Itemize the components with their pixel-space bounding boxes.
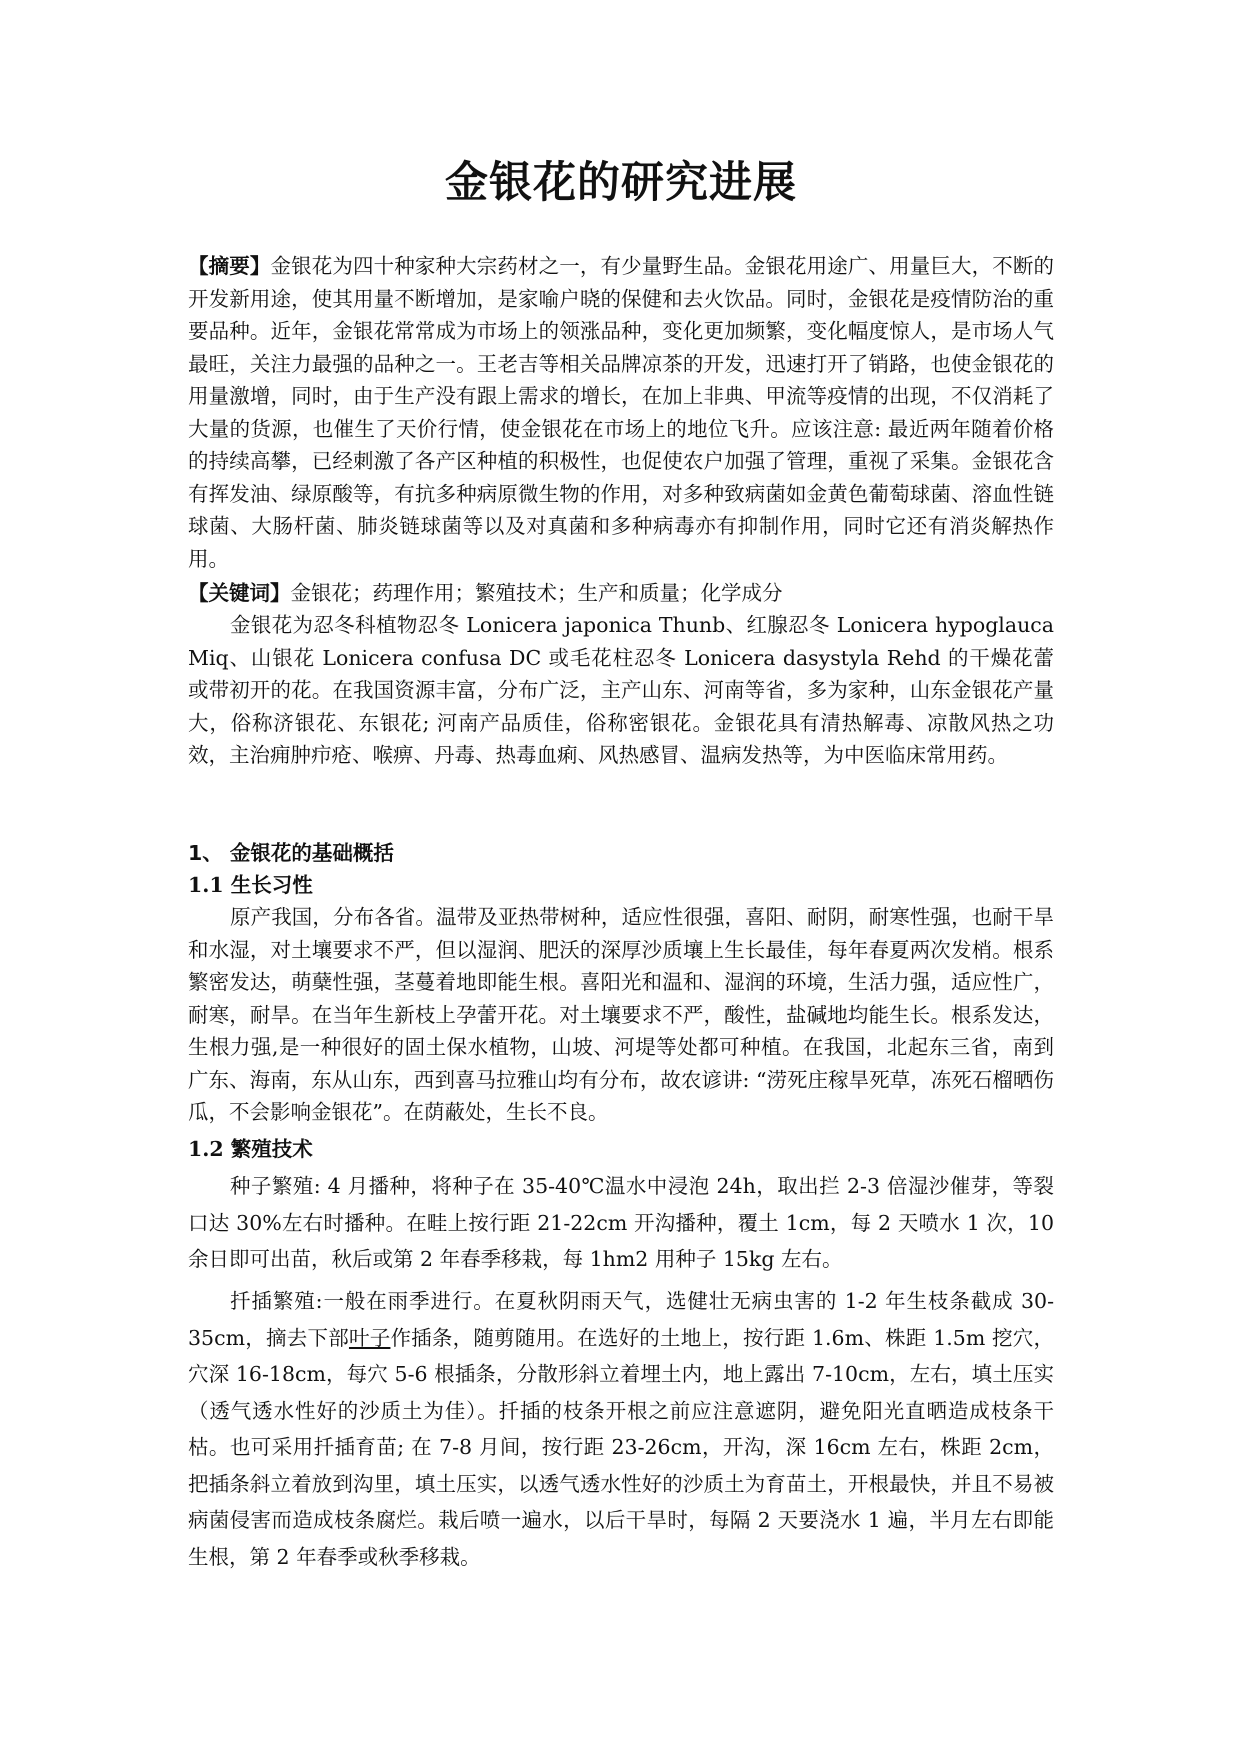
growth-habit-paragraph: 原产我国，分布各省。温带及亚热带树种，适应性很强，喜阳、耐阴，耐寒性强，也耐干旱和水湿，对土壤要求不严，但以湿润、肥沃的深厚沙质壤上生长最佳，每年春夏两次发梢。根系繁密发达，萌蘖性强，茎蔓着地即能生根。喜阳光和温和、湿润的环境，生活力强，适应性广，耐寒，耐旱。在当年生新枝上孕蕾开花。对土壤要求不严，酸性，盐碱地均能生长。根系发达，生根力强,是一种很好的固土保水植物，山坡、河堤等处都可种植。在我国，北起东三省，南到广东、海南，东从山东，西到喜马拉雅山均有分布，故农谚讲: “涝死庄稼旱死草，冻死石榴晒伤瓜，不会影响金银花”。在荫蔽处，生长不良。 <box>188 905 1054 1124</box>
abstract-paragraph <box>188 250 1054 575</box>
cutting-text-part-b: 作插条，随剪随用。在选好的土地上，按行距 1.6m、株距 1.5m 挖穴，穴深 16-18cm，每穴 5-6 根插条，分散形斜立着埋土内，地上露出 7-10cm，左右，填土压实（透气透水性好的沙质土为佳）。扦插的枝条开根之前应注意遮阴，避免阳光直晒造成枝条干枯。也可采用扦插育苗; 在 7-8 月间，按行距 23-26cm，开沟，深 16cm 左右，株距 2cm，把插条斜立着放到沟里，填土压实，以透气透水性好的沙质土为育苗土，开根最快，并且不易被病菌侵害而造成枝条腐烂。栽后喷一遍水，以后干旱时，每隔 2 天要浇水 1 遍，半月左右即能生根，第 2 年春季或秋季移栽。 <box>188 1325 1054 1569</box>
abstract-text: 金银花为四十种家种大宗药材之一，有少量野生品。金银花用途广、用量巨大，不断的开发新用途，使其用量不断增加，是家喻户晓的保健和去火饮品。同时，金银花是疫情防治的重要品种。近年，金银花常常成为市场上的领涨品种，变化更加频繁，变化幅度惊人，是市场人气最旺，关注力最强的品种之一。王老吉等相关品牌凉茶的开发，迅速打开了销路，也使金银花的用量激增，同时，由于生产没有跟上需求的增长，在加上非典、甲流等疫情的出现，不仅消耗了大量的货源，也催生了天价行情，使金银花在市场上的地位飞升。应该注意: 最近两年随着价格的持续高攀，已经刺激了各产区种植的积极性，也促使农户加强了管理，重视了采集。金银花含有挥发油、绿原酸等，有抗多种病原微生物的作用，对多种致病菌如金黄色葡萄球菌、溶血性链球菌、大肠杆菌、肺炎链球菌等以及对真菌和多种病毒亦有抑制作用，同时它还有消炎解热作用。 <box>188 254 1055 571</box>
subsection-heading-1-2: 1.2 繁殖技术 <box>188 1137 313 1161</box>
seed-propagation-paragraph: 种子繁殖: 4 月播种，将种子在 35-40℃温水中浸泡 24h，取出拦 2-3 倍湿沙催芽，等裂口达 30%左右时播种。在畦上按行距 21-22cm 开沟播种，覆土 1cm，每 2 天喷水 1 次，10 余日即可出苗，秋后或第 2 年春季移栽，每 1hm2 用种子 15kg 左右。 <box>188 1174 1054 1271</box>
cutting-propagation-paragraph <box>188 1283 1054 1575</box>
underlined-word: 叶子 <box>348 1325 391 1350</box>
document-title: 金银花的研究进展 <box>445 158 797 208</box>
subsection-heading-1-1: 1.1 生长习性 <box>188 873 313 897</box>
document-page <box>188 0 1054 1754</box>
cutting-text-part-a: 扦插繁殖:一般在雨季进行。在夏秋阴雨天气，选健壮无病虫害的 1-2 年生枝条截成 30-35cm，摘去下部 <box>188 1289 1054 1350</box>
keywords-label: 【关键词】 <box>188 581 291 605</box>
keywords-paragraph <box>188 577 1054 610</box>
abstract-label: 【摘要】 <box>188 254 271 278</box>
intro-paragraph: 金银花为忍冬科植物忍冬 Lonicera japonica Thunb、红腺忍冬 Lonicera hypoglauca Miq、山银花 Lonicera confusa DC 或毛花柱忍冬 Lonicera dasystyla Rehd 的干燥花蕾或带初开的花。在我国资源丰富，分布广泛，主产山东、河南等省，多为家种，山东金银花产量大，俗称济银花、东银花; 河南产品质佳，俗称密银花。金银花具有清热解毒、凉散风热之功效，主治痈肿疖疮、喉痹、丹毒、热毒血痢、风热感冒、温病发热等，为中医临床常用药。 <box>188 613 1054 767</box>
section-heading-1: 1、 金银花的基础概括 <box>188 841 394 865</box>
keywords-text: 金银花；药理作用；繁殖技术；生产和质量；化学成分 <box>290 581 783 605</box>
